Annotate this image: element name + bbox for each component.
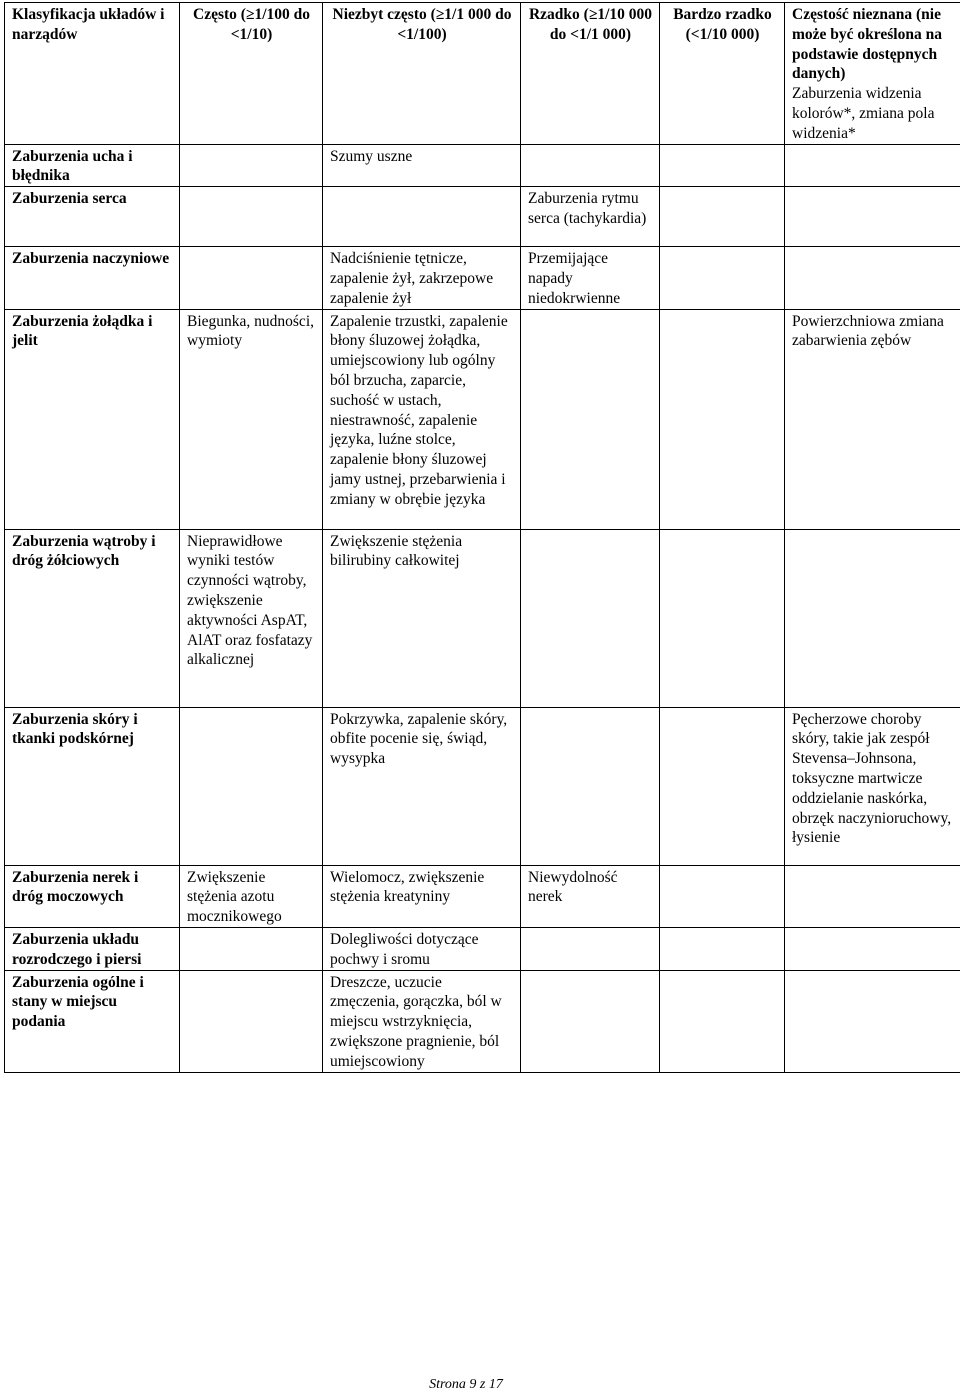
table-header-row — [5, 3, 960, 145]
very-rare-cell — [660, 309, 785, 529]
common-cell — [180, 707, 323, 865]
organ-class-cell: Zaburzenia skóry i tkanki podskórnej — [5, 707, 180, 865]
very-rare-cell — [660, 247, 785, 309]
very-rare-cell — [660, 529, 785, 707]
rare-cell: Niewydolność nerek — [521, 865, 660, 927]
common-cell: Nieprawidłowe wyniki testów czynności wątroby, zwiększenie aktywności AspAT, AlAT oraz fosfatazy alkalicznej — [180, 529, 323, 707]
unknown-frequency-cell — [785, 865, 960, 927]
table-row — [5, 865, 960, 927]
very-rare-cell — [660, 970, 785, 1072]
organ-class-cell: Zaburzenia układu rozrodczego i piersi — [5, 927, 180, 970]
organ-class-cell: Zaburzenia ogólne i stany w miejscu podania — [5, 970, 180, 1072]
common-cell — [180, 187, 323, 247]
rare-cell — [521, 144, 660, 187]
unknown-frequency-cell — [785, 927, 960, 970]
very-rare-cell — [660, 144, 785, 187]
rare-cell — [521, 707, 660, 865]
table-row — [5, 970, 960, 1072]
rare-cell: Zaburzenia rytmu serca (tachykardia) — [521, 187, 660, 247]
organ-class-cell: Zaburzenia wątroby i dróg żółciowych — [5, 529, 180, 707]
unknown-frequency-cell: Pęcherzowe choroby skóry, takie jak zespół Stevensa–Johnsona, toksyczne martwicze oddzielanie naskórka, obrzęk naczynioruchowy, łysienie — [785, 707, 960, 865]
common-cell: Zwiększenie stężenia azotu mocznikowego — [180, 865, 323, 927]
uncommon-cell: Dreszcze, uczucie zmęczenia, gorączka, ból w miejscu wstrzyknięcia, zwiększone pragnienie, ból umiejscowiony — [323, 970, 521, 1072]
table-row — [5, 187, 960, 247]
organ-class-cell: Zaburzenia naczyniowe — [5, 247, 180, 309]
rare-cell — [521, 529, 660, 707]
common-cell — [180, 927, 323, 970]
common-cell — [180, 144, 323, 187]
uncommon-cell: Zwiększenie stężenia bilirubiny całkowitej — [323, 529, 521, 707]
rare-cell — [521, 970, 660, 1072]
uncommon-cell: Szumy uszne — [323, 144, 521, 187]
uncommon-cell: Zapalenie trzustki, zapalenie błony śluzowej żołądka, umiejscowiony lub ogólny ból brzucha, zaparcie, suchość w ustach, niestrawność, zapalenie języka, luźne stolce, zapalenie błony śluzowej jamy ustnej, przebarwienia i zmiany w obrębie języka — [323, 309, 521, 529]
very-rare-cell — [660, 187, 785, 247]
unknown-frequency-cell — [785, 970, 960, 1072]
unknown-frequency-cell — [785, 187, 960, 247]
adverse-reactions-table — [4, 2, 960, 1073]
rare-cell: Przemijające napady niedokrwienne — [521, 247, 660, 309]
organ-class-cell: Zaburzenia żołądka i jelit — [5, 309, 180, 529]
common-cell — [180, 247, 323, 309]
unknown-frequency-cell — [785, 247, 960, 309]
common-cell — [180, 970, 323, 1072]
table-row — [5, 707, 960, 865]
common-cell: Biegunka, nudności, wymioty — [180, 309, 323, 529]
page-footer: Strona 9 z 17 — [0, 1377, 932, 1393]
table-row — [5, 144, 960, 187]
header-very-rare: Bardzo rzadko (<1/10 000) — [660, 3, 785, 145]
rare-cell — [521, 309, 660, 529]
uncommon-cell: Dolegliwości dotyczące pochwy i sromu — [323, 927, 521, 970]
header-uncommon: Niezbyt często (≥1/1 000 do <1/100) — [323, 3, 521, 145]
table-row — [5, 529, 960, 707]
very-rare-cell — [660, 707, 785, 865]
uncommon-cell: Wielomocz, zwiększenie stężenia kreatyniny — [323, 865, 521, 927]
uncommon-cell: Nadciśnienie tętnicze, zapalenie żył, zakrzepowe zapalenie żył — [323, 247, 521, 309]
table-row — [5, 247, 960, 309]
table-row — [5, 927, 960, 970]
unknown-frequency-cell: Powierzchniowa zmiana zabarwienia zębów — [785, 309, 960, 529]
unknown-frequency-cell — [785, 529, 960, 707]
uncommon-cell: Pokrzywka, zapalenie skóry, obfite pocenie się, świąd, wysypka — [323, 707, 521, 865]
header-common: Często (≥1/100 do <1/10) — [180, 3, 323, 145]
table-row — [5, 309, 960, 529]
header-rare: Rzadko (≥1/10 000 do <1/1 000) — [521, 3, 660, 145]
organ-class-cell: Zaburzenia ucha i błędnika — [5, 144, 180, 187]
rare-cell — [521, 927, 660, 970]
header-unknown-frequency: Częstość nieznana (nie może być określona na podstawie dostępnych danych) Zaburzenia widzenia kolorów*, zmiana pola widzenia* — [785, 3, 960, 145]
very-rare-cell — [660, 865, 785, 927]
eye-disorders-unknown-frequency: Zaburzenia widzenia kolorów*, zmiana pola widzenia* — [792, 84, 954, 143]
very-rare-cell — [660, 927, 785, 970]
unknown-frequency-cell — [785, 144, 960, 187]
organ-class-cell: Zaburzenia serca — [5, 187, 180, 247]
uncommon-cell — [323, 187, 521, 247]
organ-class-cell: Zaburzenia nerek i dróg moczowych — [5, 865, 180, 927]
header-organ-class: Klasyfikacja układów i narządów — [5, 3, 180, 145]
